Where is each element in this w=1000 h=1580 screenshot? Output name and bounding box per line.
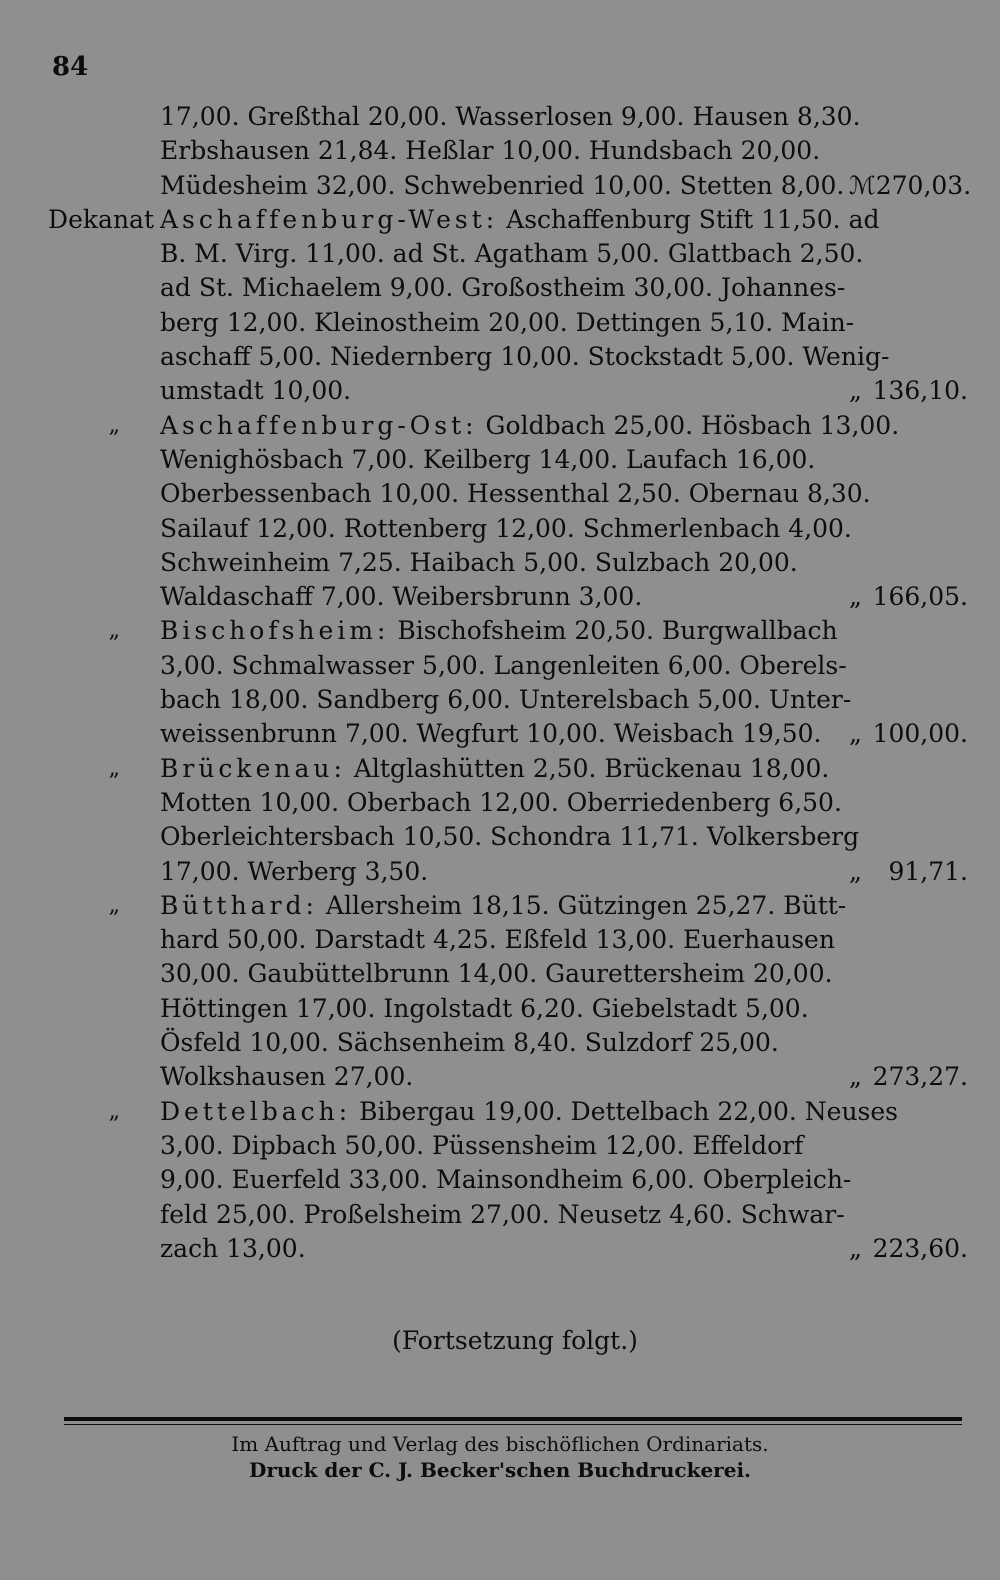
dekanat-heading: Dettelbach:	[160, 1096, 352, 1126]
entry-prefix: „	[108, 412, 120, 438]
entry-prefix	[0, 100, 160, 203]
list-item	[0, 1095, 1000, 1266]
entry-total-cell	[835, 409, 1000, 615]
entry-prefix: Dekanat	[48, 204, 154, 234]
entry-line: ad St. Michaelem 9,00. Großostheim 30,00. Johannes-	[160, 273, 846, 303]
page-number: 84	[52, 52, 89, 82]
entry-line	[160, 1095, 899, 1129]
entry-total	[835, 1060, 1000, 1094]
entry-text: Aschaffenburg Stift 11,50. ad	[506, 204, 880, 234]
entry-body	[160, 100, 861, 203]
entry-prefix: „	[108, 618, 120, 644]
entry-text: Allersheim 18,15. Gützingen 25,27. Bütt-	[325, 890, 847, 920]
footer-divider	[64, 1417, 962, 1421]
list-item	[0, 614, 1000, 751]
imprint-publisher: Im Auftrag und Verlag des bischöflichen Ordinariats.	[231, 1432, 769, 1456]
entry-body	[160, 752, 860, 889]
entry-total-cell	[835, 614, 1000, 751]
total-amount: 223,60.	[872, 1233, 968, 1263]
list-item	[0, 203, 1000, 409]
entry-total	[835, 717, 1000, 751]
entry-body	[160, 889, 847, 1095]
total-mark: „	[849, 582, 862, 612]
entry-line: feld 25,00. Proßelsheim 27,00. Neusetz 4,60. Schwar-	[160, 1199, 845, 1229]
total-amount: 91,71.	[888, 856, 968, 886]
entry-line	[160, 889, 847, 923]
entry-line: Sailauf 12,00. Rottenberg 12,00. Schmerlenbach 4,00.	[160, 513, 852, 543]
list-item	[0, 409, 1000, 615]
entry-line: Waldaschaff 7,00. Weibersbrunn 3,00.	[160, 582, 643, 612]
list-item	[0, 752, 1000, 889]
entry-total-cell	[835, 1095, 1000, 1266]
entry-text: Bibergau 19,00. Dettelbach 22,00. Neuses	[359, 1096, 899, 1126]
entry-line: bach 18,00. Sandberg 6,00. Unterelsbach 5,00. Unter-	[160, 685, 852, 715]
entry-line: umstadt 10,00.	[160, 376, 352, 406]
total-amount: 273,27.	[872, 1062, 968, 1092]
entry-prefix: „	[108, 1098, 120, 1124]
entry-body	[160, 1095, 899, 1266]
entry-total	[835, 374, 1000, 408]
entry-line: hard 50,00. Darstadt 4,25. Eßfeld 13,00. Euerhausen	[160, 925, 835, 955]
total-mark: „	[849, 1062, 862, 1092]
entry-line: 3,00. Dipbach 50,00. Püssensheim 12,00. Effeldorf	[160, 1130, 804, 1160]
dekanat-heading: Bischofsheim:	[160, 616, 390, 646]
entry-line: Ösfeld 10,00. Sächsenheim 8,40. Sulzdorf 25,00.	[160, 1028, 779, 1058]
entry-line: berg 12,00. Kleinostheim 20,00. Dettingen 5,10. Main-	[160, 307, 855, 337]
dekanat-heading: Brückenau:	[160, 753, 346, 783]
entry-total-cell	[835, 100, 1000, 203]
total-mark: „	[849, 1233, 862, 1263]
total-mark: „	[849, 719, 862, 749]
entry-line: Müdesheim 32,00. Schwebenried 10,00. Stetten 8,00.	[160, 170, 845, 200]
entry-total	[835, 855, 1000, 889]
list-item	[0, 889, 1000, 1095]
entry-prefix: „	[108, 755, 120, 781]
entry-line: Erbshausen 21,84. Heßlar 10,00. Hundsbach 20,00.	[160, 136, 821, 166]
entry-line: 17,00. Greßthal 20,00. Wasserlosen 9,00. Hausen 8,30.	[160, 102, 861, 131]
entry-line: B. M. Virg. 11,00. ad St. Agatham 5,00. Glattbach 2,50.	[160, 239, 864, 269]
entry-body	[160, 203, 890, 409]
entry-line	[160, 203, 880, 237]
total-mark: „	[849, 376, 862, 406]
entry-line: Wolkshausen 27,00.	[160, 1062, 414, 1092]
entry-total-cell	[835, 752, 1000, 889]
dekanat-heading: Bütthard:	[160, 890, 318, 920]
entry-prefix: „	[108, 892, 120, 918]
entry-line: Oberleichtersbach 10,50. Schondra 11,71. Volkersberg	[160, 822, 860, 852]
entry-line: 17,00. Werberg 3,50.	[160, 856, 429, 886]
entry-line: 3,00. Schmalwasser 5,00. Langenleiten 6,00. Oberels-	[160, 650, 847, 680]
entry-total-cell	[835, 889, 1000, 1095]
donation-list	[0, 100, 1000, 1266]
entry-text: Bischofsheim 20,50. Burgwallbach	[397, 616, 838, 646]
entry-total	[835, 580, 1000, 614]
continuation-note: (Fortsetzung folgt.)	[392, 1326, 638, 1355]
entry-line: 30,00. Gaubüttelbrunn 14,00. Gaurettersheim 20,00.	[160, 959, 833, 989]
entry-line: weissenbrunn 7,00. Wegfurt 10,00. Weisbach 19,50.	[160, 719, 822, 749]
entry-line: Höttingen 17,00. Ingolstadt 6,20. Giebelstadt 5,00.	[160, 993, 809, 1023]
total-amount: 166,05.	[872, 582, 968, 612]
entry-line: Wenighösbach 7,00. Keilberg 14,00. Laufach 16,00.	[160, 444, 816, 474]
entry-total	[835, 169, 1000, 203]
total-amount: 100,00.	[872, 719, 968, 749]
entry-line: Motten 10,00. Oberbach 12,00. Oberriedenberg 6,50.	[160, 787, 842, 817]
entry-total-cell	[835, 203, 1000, 409]
total-amount: 136,10.	[872, 376, 968, 406]
imprint-printer: Druck der C. J. Becker'schen Buchdruckerei.	[248, 1458, 752, 1482]
entry-text: Goldbach 25,00. Hösbach 13,00.	[485, 410, 900, 440]
entry-total	[835, 1232, 1000, 1266]
dekanat-heading: Aschaffenburg-West:	[160, 204, 499, 234]
entry-line: 9,00. Euerfeld 33,00. Mainsondheim 6,00. Oberpleich-	[160, 1165, 852, 1195]
entry-line: aschaff 5,00. Niedernberg 10,00. Stockstadt 5,00. Wenig-	[160, 342, 890, 372]
dekanat-heading: Aschaffenburg-Ost:	[160, 410, 478, 440]
entry-body	[160, 614, 852, 751]
entry-line	[160, 409, 900, 443]
entry-text: Altglashütten 2,50. Brückenau 18,00.	[353, 753, 830, 783]
entry-line: Schweinheim 7,25. Haibach 5,00. Sulzbach 20,00.	[160, 547, 798, 577]
entry-line: zach 13,00.	[160, 1233, 306, 1263]
entry-body	[160, 409, 900, 615]
total-mark: ℳ	[849, 170, 876, 200]
footer-divider-thin	[64, 1424, 962, 1425]
list-item	[0, 100, 1000, 203]
entry-line: Oberbessenbach 10,00. Hessenthal 2,50. Obernau 8,30.	[160, 479, 871, 509]
entry-line	[160, 614, 838, 648]
total-amount: 270,03.	[875, 170, 972, 200]
entry-line	[160, 752, 835, 786]
total-mark: „	[849, 856, 862, 886]
